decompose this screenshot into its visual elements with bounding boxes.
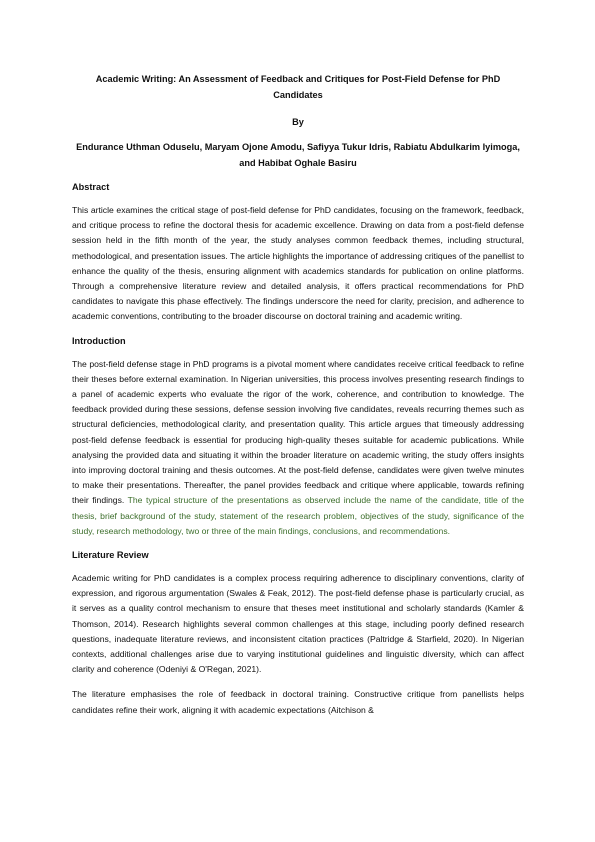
- abstract-heading: Abstract: [72, 182, 110, 192]
- paper-title: Academic Writing: An Assessment of Feedback and Critiques for Post-Field Defense for PhD Candidates: [95, 74, 501, 100]
- introduction-paragraph: [72, 357, 524, 539]
- by-line: By: [292, 117, 304, 127]
- literature-review-heading: Literature Review: [72, 550, 149, 561]
- introduction-heading: Introduction: [72, 335, 126, 346]
- author-list: Endurance Uthman Oduselu, Maryam Ojone Amodu, Safiyya Tukur Idris, Rabiatu Abdulkarim Iyimoga, and Habibat Oghale Basiru: [76, 142, 520, 168]
- introduction-text: The post-field defense stage in PhD programs is a pivotal moment where candidates receive critical feedback to refine their theses before external examination. In Nigerian universities, this process involves presenting research findings to a panel of academic experts who evaluate the rigor of the work, coherence, and contribution to knowledge. The feedback provided during these sessions, defense session involving five candidates, reveals recurring themes such as structural deficiencies, methodological clarity, and presentation quality. This article argues that timeously addressing post-field defense feedback is essential for producing high-quality theses suitable for academic publications. While analysing the provided data and situating it within the broader literature on academic writing, the study offers insights into improving doctoral training and thesis outcomes. At the post-field defense, candidates were given twelve minutes to make their presentations. Thereafter, the panel provides feedback and critique where applicable, towards refining their findings.: [72, 358, 524, 506]
- literature-paragraph: The literature emphasises the role of feedback in doctoral training. Constructive critique from panellists helps candidates refine their work, aligning it with academic expectations (Aitchison &: [72, 689, 524, 715]
- introduction-highlight: The typical structure of the presentations as observed include the name of the candidate, title of the thesis, brief background of the study, statement of the research problem, objectives of the study, significance of the study, research methodology, two or three of the main findings, conclusions, and recommendations.: [72, 495, 524, 536]
- abstract-text: This article examines the critical stage of post-field defense for PhD candidates, focusing on the framework, feedback, and critique process to refine the doctoral thesis for academic excellence. Drawing on data from a post-field defense session held in the fifth month of the year, the study analyses common feedback themes, including structural, methodological, and presentation issues. The article highlights the importance of addressing critiques of the panellist to enhance the quality of the thesis, ensuring alignment with academics standards for publication on online platforms. Through a comprehensive literature review and detailed analysis, it offers practical recommendations for PhD candidates to navigate this phase effectively. The findings underscore the need for clarity, precision, and adherence to academic conventions, contributing to the broader discourse on doctoral training and academic writing.: [72, 205, 524, 322]
- literature-paragraph: Academic writing for PhD candidates is a complex process requiring adherence to disciplinary conventions, clarity of expression, and rigorous argumentation (Swales & Feak, 2012). The post-field defense phase is particularly crucial, as it serves as a quality control mechanism to ensure that theses meet institutional and scholarly standards (Kamler & Thomson, 2014). Research highlights several common challenges at this stage, including poorly defined research questions, inadequate literature reviews, and inconsistent citation practices (Paltridge & Starfield, 2020). In Nigerian contexts, additional challenges arise due to varying institutional guidelines and linguistic diversity, which can affect clarity and coherence (Odeniyi & O'Regan, 2021).: [72, 573, 524, 675]
- paper-page: [72, 71, 524, 718]
